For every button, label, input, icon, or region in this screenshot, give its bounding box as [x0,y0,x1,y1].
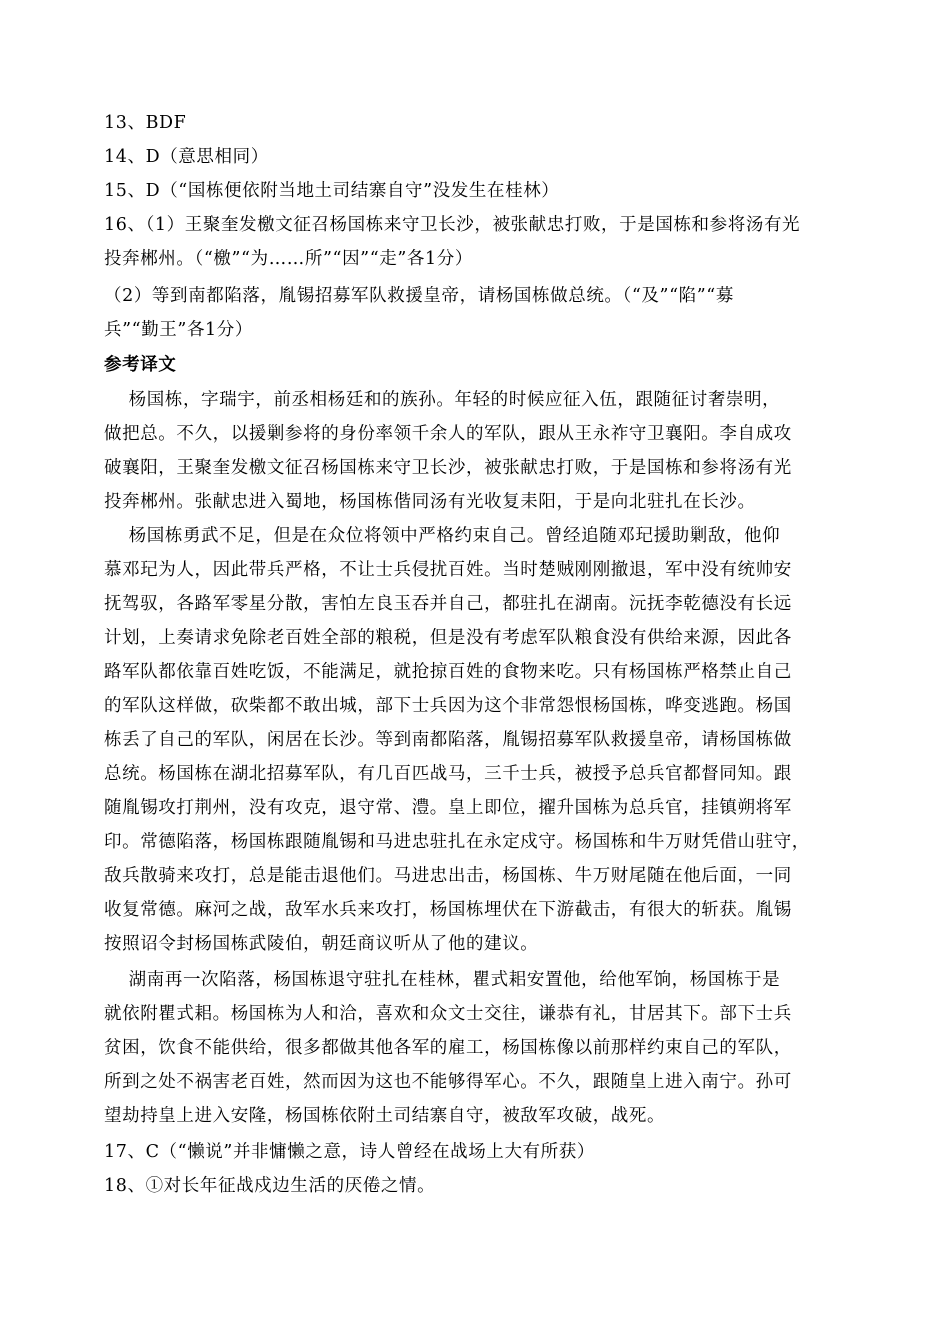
translation-line: 做把总。不久，以援剿参将的身份率领千余人的军队，跟从王永祚守卫襄阳。李自成攻 [104,424,792,444]
translation-line: 破襄阳，王聚奎发檄文征召杨国栋来守卫长沙，被张献忠打败，于是国栋和参将汤有光 [104,458,792,478]
translation-line: 所到之处不祸害老百姓，然而因为这也不能够得军心。不久，跟随皇上进入南宁。孙可 [104,1072,792,1092]
translation-line: 随胤锡攻打荆州，没有攻克，退守常、澧。皇上即位，擢升国栋为总兵官，挂镇朔将军 [104,798,792,818]
translation-line: 望劫持皇上进入安隆，杨国栋依附土司结寨自守，被敌军攻破，战死。 [104,1106,666,1126]
translation-line: 按照诏令封杨国栋武陵伯，朝廷商议听从了他的建议。 [104,934,539,954]
translation-line: 敌兵散骑来攻打，总是能击退他们。马进忠出击，杨国栋、牛万财尾随在他后面，一同 [104,866,792,886]
answer-17: 17、C（“懒说”并非慵懒之意，诗人曾经在战场上大有所获） [104,1142,595,1162]
translation-line: 慕邓玘为人，因此带兵严格，不让士兵侵扰百姓。当时楚贼刚刚撤退，军中没有统帅安 [104,560,792,580]
answer-16-line: 16、（1）王聚奎发檄文征召杨国栋来守卫长沙，被张献忠打败，于是国栋和参将汤有光 [104,215,801,235]
translation-line: 杨国栋，字瑞宇，前丞相杨廷和的族孙。年轻的时候应征入伍，跟随征讨奢崇明， [104,390,781,410]
translation-line: 投奔郴州。张献忠进入蜀地，杨国栋偕同汤有光收复耒阳，于是向北驻扎在长沙。 [104,492,756,512]
translation-line: 总统。杨国栋在湖北招募军队，有几百匹战马，三千士兵，被授予总兵官都督同知。跟 [104,764,792,784]
answer-16-line: 兵”“勤王”各1分） [104,320,253,340]
answer-15: 15、D（“国栋便依附当地土司结寨自守”没发生在桂林） [104,181,560,201]
translation-line: 收复常德。麻河之战，敌军水兵来攻打，杨国栋埋伏在下游截击，有很大的斩获。胤锡 [104,900,792,920]
answer-14: 14、D（意思相同） [104,147,269,167]
translation-line: 抚驾驭，各路军零星分散，害怕左良玉吞并自己，都驻扎在湖南。沅抚李乾德没有长远 [104,594,792,614]
translation-line: 贫困，饮食不能供给，很多都做其他各军的雇工，杨国栋像以前那样约束自己的军队， [104,1038,792,1058]
translation-line: 印。常德陷落，杨国栋跟随胤锡和马进忠驻扎在永定戍守。杨国栋和牛万财凭借山驻守， [104,832,810,852]
answer-13: 13、BDF [104,113,187,133]
translation-line: 湖南再一次陷落，杨国栋退守驻扎在桂林，瞿式耜安置他，给他军饷，杨国栋于是 [104,970,781,990]
translation-line: 的军队这样做，砍柴都不敢出城，部下士兵因为这个非常怨恨杨国栋，哗变逃跑。杨国 [104,696,792,716]
translation-line: 计划，上奏请求免除老百姓全部的粮税，但是没有考虑军队粮食没有供给来源，因此各 [104,628,792,648]
translation-line: 路军队都依靠百姓吃饭，不能满足，就抢掠百姓的食物来吃。只有杨国栋严格禁止自己 [104,662,792,682]
translation-heading: 参考译文 [104,355,177,375]
translation-line: 栋丢了自己的军队，闲居在长沙。等到南都陷落，胤锡招募军队救援皇帝，请杨国栋做 [104,730,792,750]
translation-line: 杨国栋勇武不足，但是在众位将领中严格约束自己。曾经追随邓玘援助剿敌，他仰 [104,526,781,546]
answer-16-line: （2）等到南都陷落，胤锡招募军队救援皇帝，请杨国栋做总统。（“及”“陷”“募 [104,286,734,306]
answer-18: 18、①对长年征战戍边生活的厌倦之情。 [104,1176,436,1196]
translation-line: 就依附瞿式耜。杨国栋为人和洽，喜欢和众文士交往，谦恭有礼，甘居其下。部下士兵 [104,1004,792,1024]
answer-16-line: 投奔郴州。（“檄”“为……所”“因”“走”各1分） [104,249,473,269]
